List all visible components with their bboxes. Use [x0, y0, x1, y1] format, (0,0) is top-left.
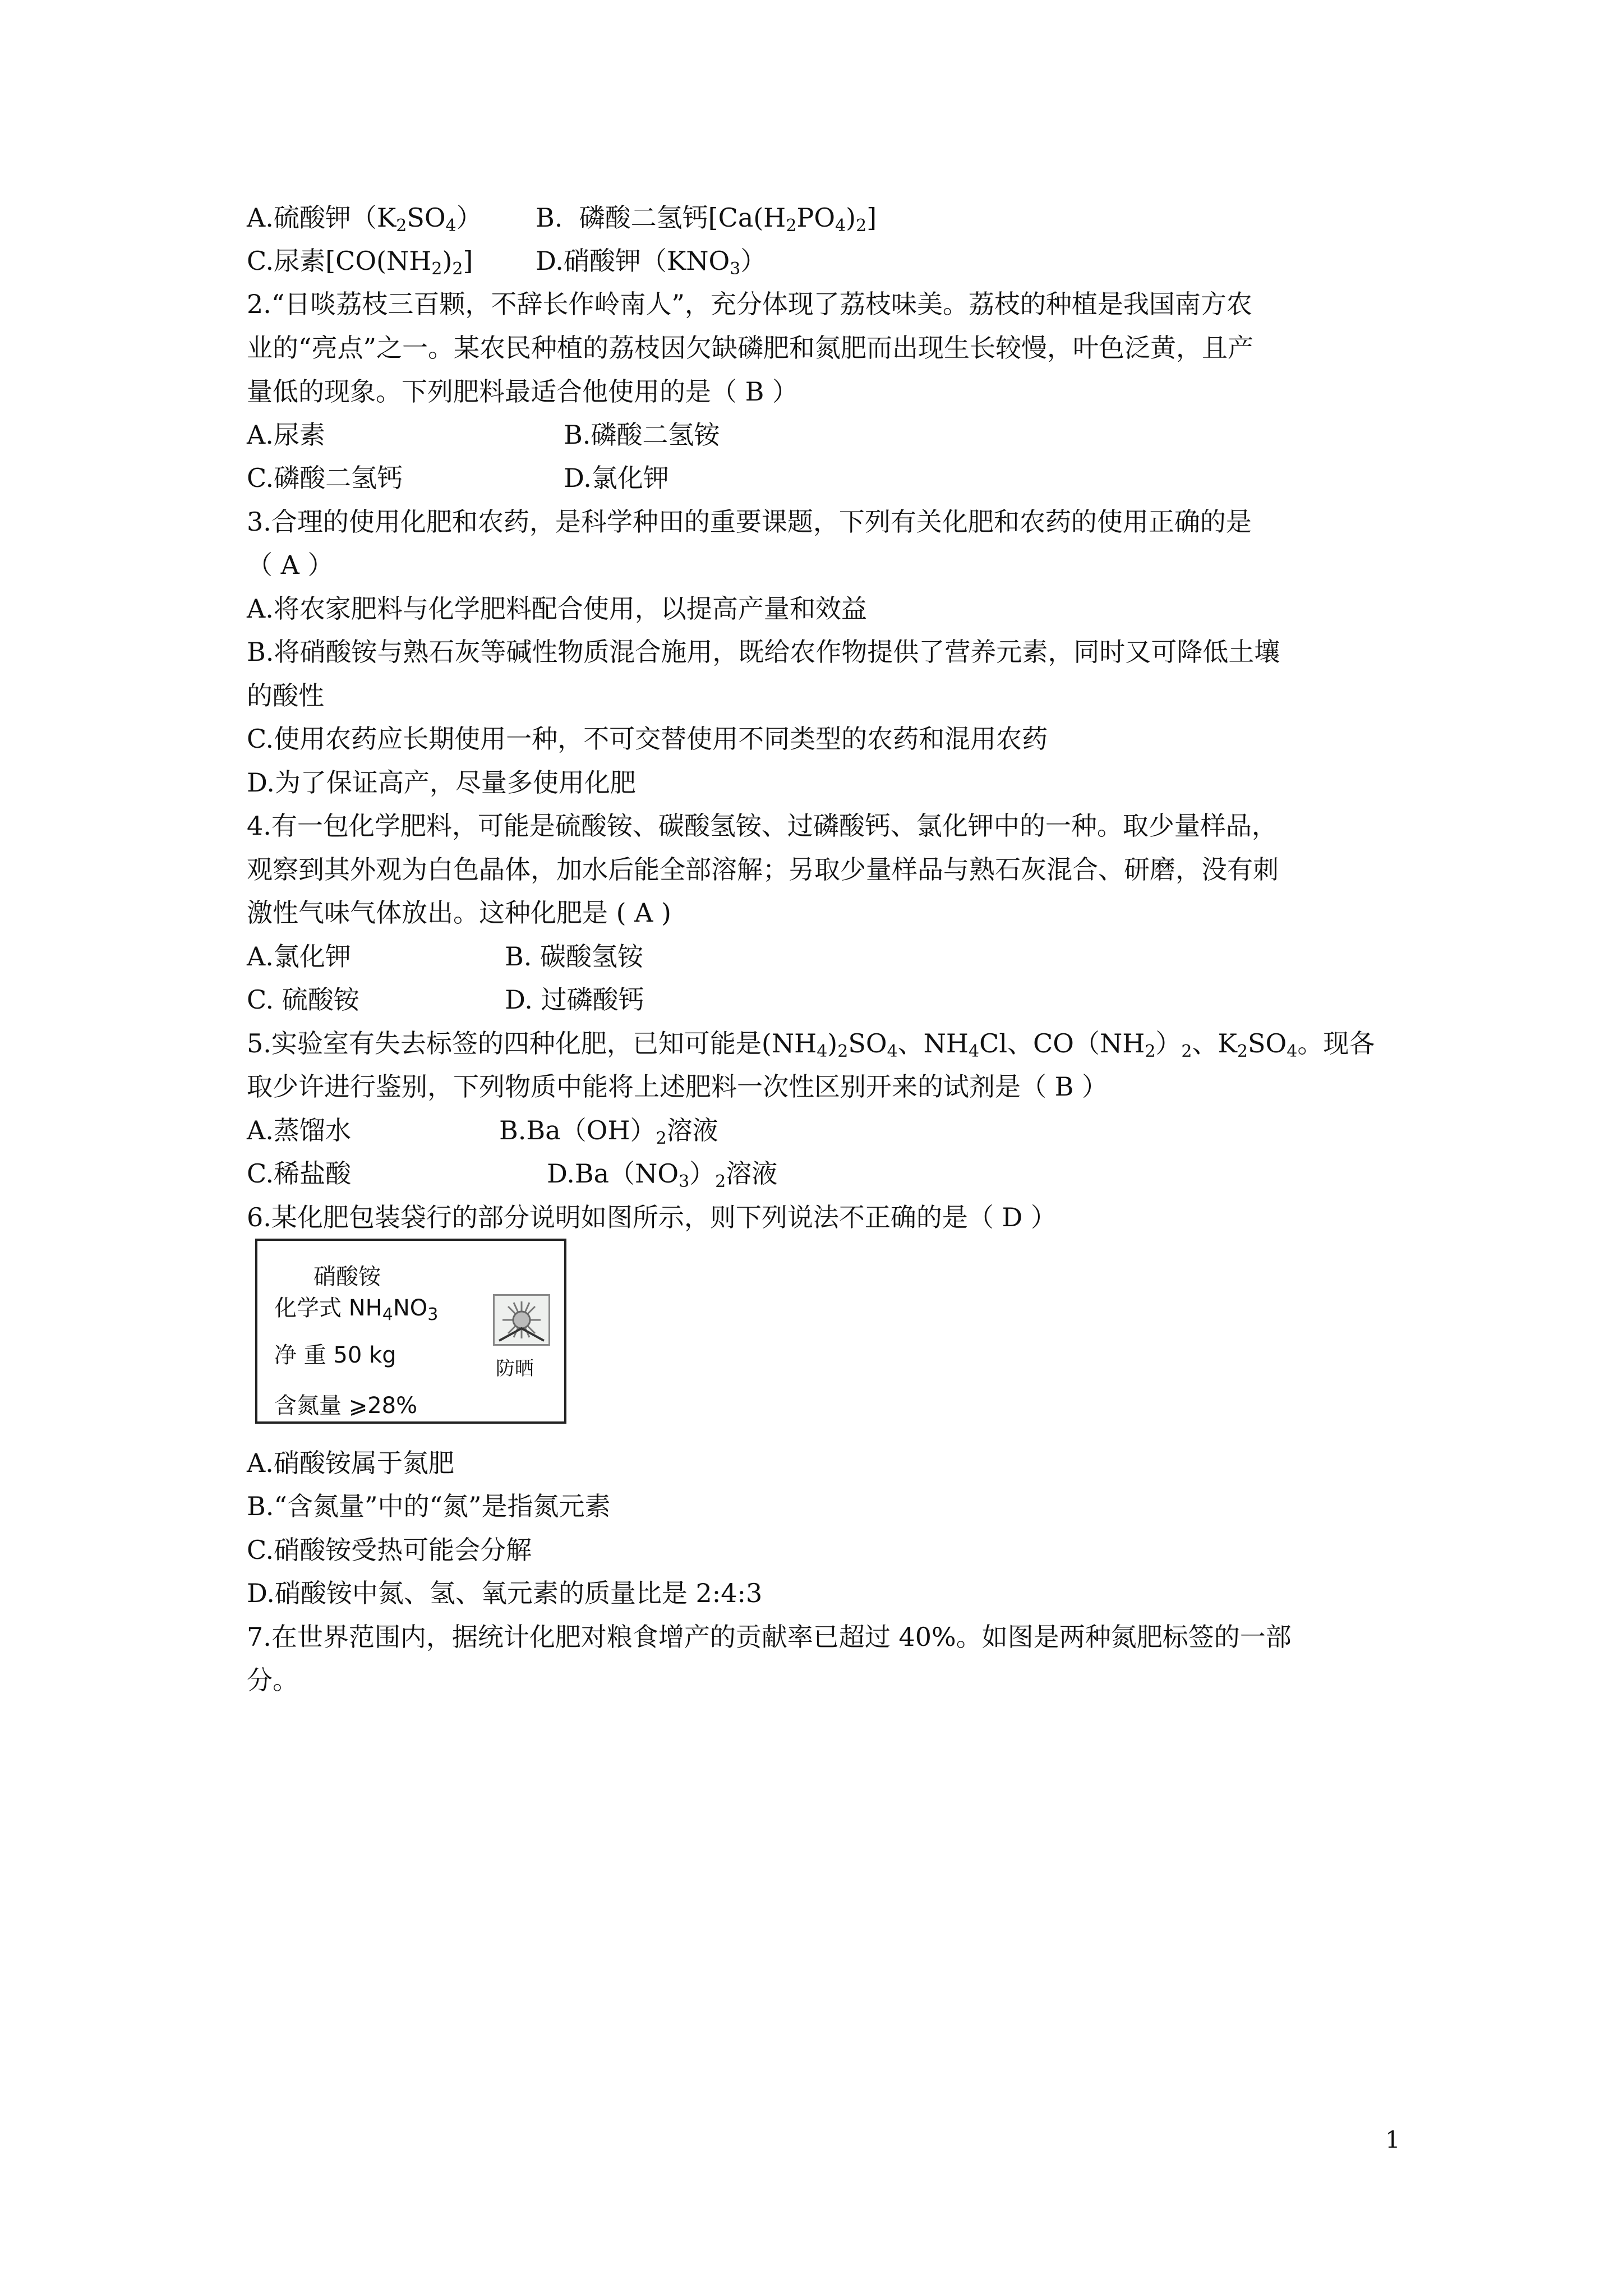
q4-line-1: 4.有一包化学肥料，可能是硫酸铵、碳酸氢铵、过磷酸钙、氯化钾中的一种。取少量样品， — [247, 811, 1278, 841]
q4-option-a: A.氯化钾 — [247, 941, 351, 972]
q3-option-b-line-1: B.将硝酸铵与熟石灰等碱性物质混合施用，既给农作物提供了营养元素，同时又可降低土壤 — [247, 637, 1280, 667]
q6-line-1: 6.某化肥包装袋行的部分说明如图所示，则下列说法不正确的是（ D ） — [247, 1202, 1057, 1232]
fertilizer-label-figure — [255, 1239, 566, 1424]
q3-line-1: 3.合理的使用化肥和农药，是科学种田的重要课题，下列有关化肥和农药的使用正确的是 — [247, 507, 1252, 537]
q5-line-1: 5.实验室有失去标签的四种化肥，已知可能是$(NH_4)_2SO_4$、$NH_4Cl$、$CO(NH_2)_2$、$K_2SO_4$。现各 — [247, 1028, 1375, 1061]
q1-option-d: D.硝酸钾$(KNO_3)$ — [536, 246, 767, 279]
q2-line-1: 2.“日啖荔枝三百颗，不辞长作岭南人”，充分体现了荔枝味美。荔枝的种植是我国南方农 — [247, 289, 1252, 319]
q6-option-d: D.硝酸铵中氮、氢、氧元素的质量比是 2:4:3 — [247, 1578, 763, 1608]
q2-option-d: D.氯化钾 — [564, 463, 669, 493]
q5-option-a: A.蒸馏水 — [247, 1115, 351, 1145]
q2-option-a: A.尿素 — [247, 420, 325, 450]
q1-option-c: C.尿素$[CO(NH_2)_2]$ — [247, 246, 473, 279]
q4-option-d: D. 过磷酸钙 — [505, 984, 644, 1015]
q2-line-2: 业的“亮点”之一。某农民种植的荔枝因欠缺磷肥和氮肥而出现生长较慢，叶色泛黄，且产 — [247, 333, 1254, 363]
q4-option-c: C. 硫酸铵 — [247, 984, 359, 1015]
q7-line-2: 分。 — [247, 1665, 298, 1695]
q2-option-c: C.磷酸二氢钙 — [247, 463, 403, 493]
q3-option-c: C.使用农药应长期使用一种，不可交替使用不同类型的农药和混用农药 — [247, 724, 1048, 754]
q4-line-3: 激性气味气体放出。这种化肥是 ( A ) — [247, 898, 671, 928]
label-formula: 化学式 $NH_4NO_3$ — [274, 1295, 439, 1324]
q6-option-a: A.硝酸铵属于氮肥 — [247, 1448, 454, 1478]
sun-icon-caption: 防晒 — [496, 1358, 534, 1380]
q3-option-d: D.为了保证高产，尽量多使用化肥 — [247, 767, 636, 798]
label-nitrogen-content: 含氮量 ⩾28% — [274, 1393, 418, 1419]
q5-line-2: 取少许进行鉴别，下列物质中能将上述肥料一次性区别开来的试剂是（ B ） — [247, 1071, 1108, 1102]
q2-option-b: B.磷酸二氢铵 — [564, 420, 720, 450]
q5-option-d: $D.Ba(NO_3)_2$溶液 — [547, 1158, 778, 1191]
q2-line-3: 量低的现象。下列肥料最适合他使用的是（ B ） — [247, 376, 799, 407]
q1-option-b: B. 磷酸二氢钙$[Ca(H_2PO_4)_2]$ — [536, 203, 877, 236]
q3-line-2: （ A ） — [247, 550, 334, 580]
sun-icon — [493, 1294, 550, 1346]
q6-option-b: B.“含氮量”中的“氮”是指氮元素 — [247, 1491, 611, 1521]
q4-line-2: 观察到其外观为白色晶体，加水后能全部溶解；另取少量样品与熟石灰混合、研磨，没有刺 — [247, 854, 1279, 885]
q4-option-b: B. 碳酸氢铵 — [505, 941, 644, 972]
page-number: 1 — [1385, 2126, 1400, 2154]
q3-option-a: A.将农家肥料与化学肥料配合使用，以提高产量和效益 — [247, 593, 867, 624]
label-net-weight: 净 重 50 kg — [274, 1342, 396, 1368]
q5-option-c: C.稀盐酸 — [247, 1158, 352, 1189]
label-product-name: 硝酸铵 — [313, 1264, 381, 1290]
q3-option-b-line-2: 的酸性 — [247, 680, 324, 711]
q1-options-ab: A.硫酸钾$(K_2SO_4)$ — [247, 203, 482, 236]
q7-line-1: 7.在世界范围内，据统计化肥对粮食增产的贡献率已超过 40%。如图是两种氮肥标签的一部 — [247, 1622, 1292, 1652]
q6-option-c: C.硝酸铵受热可能会分解 — [247, 1535, 532, 1565]
q5-option-b: $B.Ba(OH)_2$溶液 — [499, 1115, 718, 1148]
